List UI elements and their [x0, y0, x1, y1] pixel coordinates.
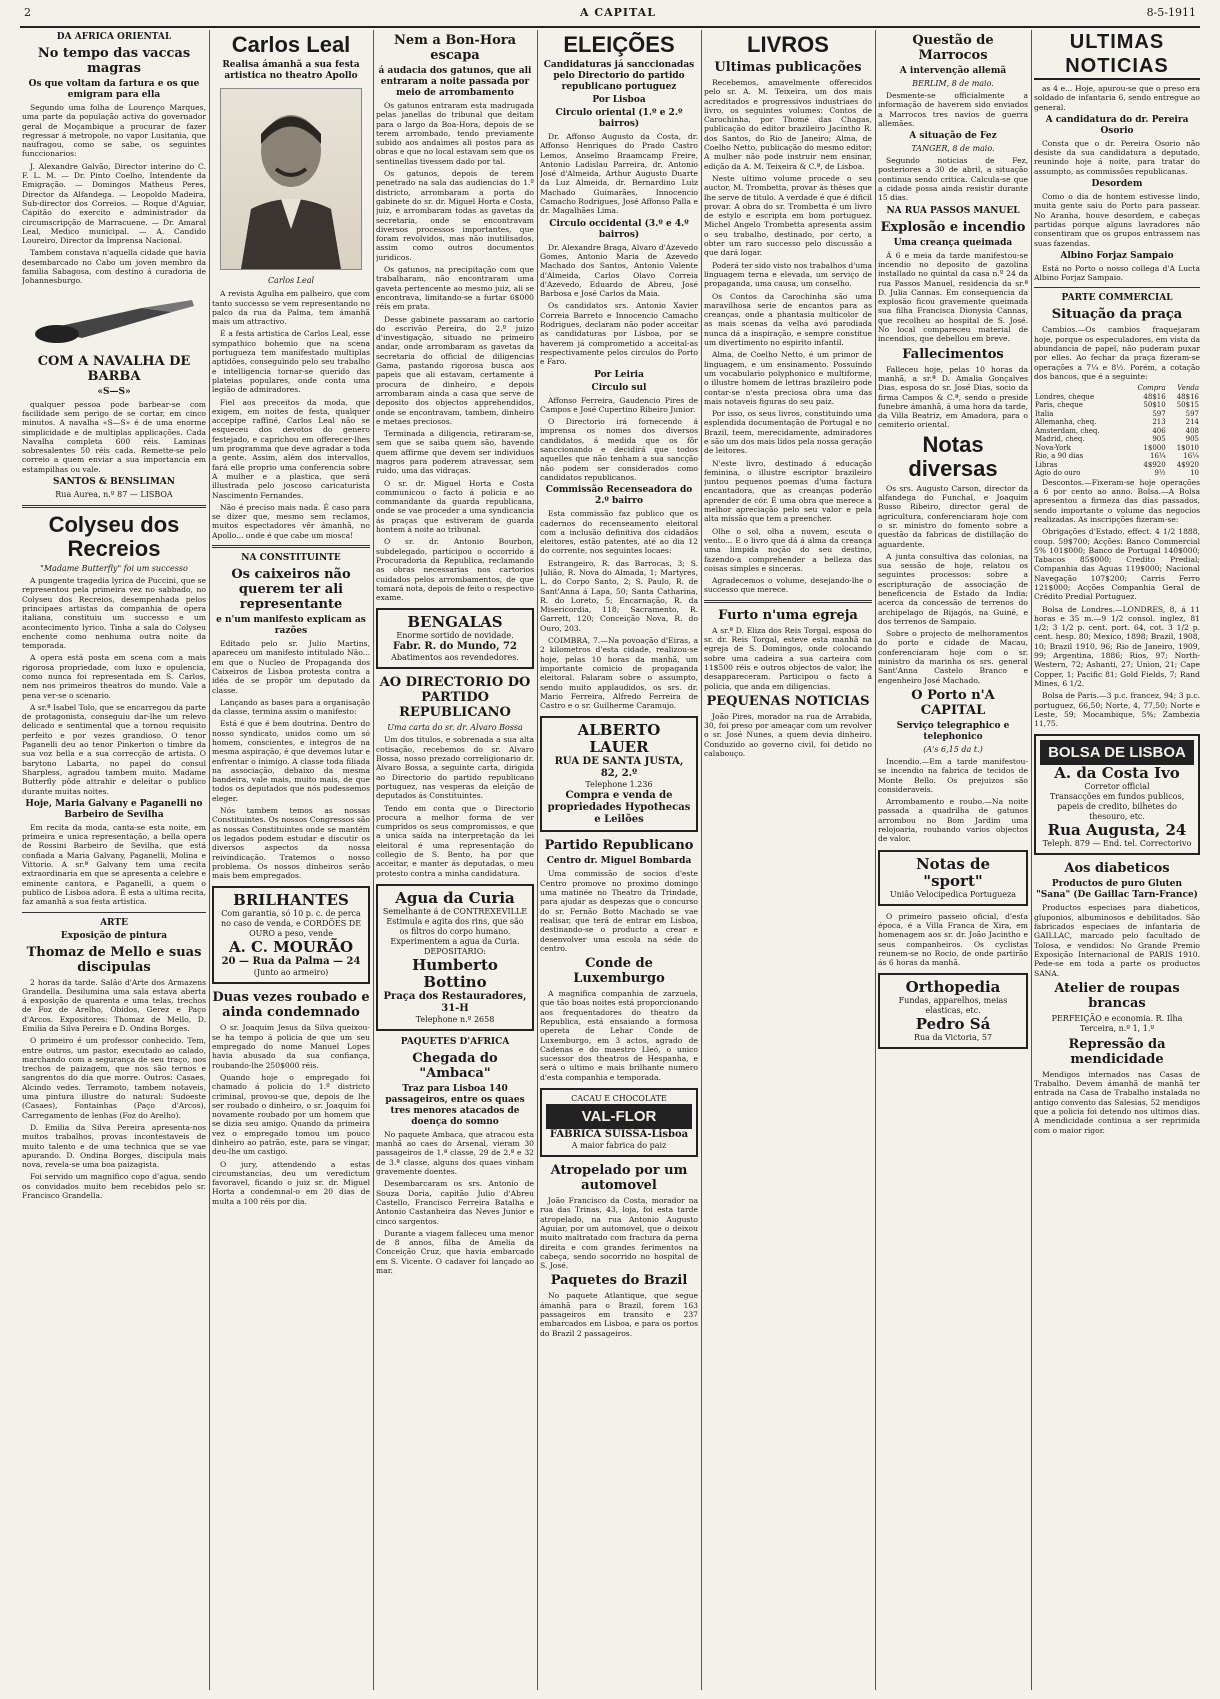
table-cell: 408	[1185, 426, 1199, 435]
article-paragraph: Sobre o projecto de melhoramentos do porto e cidade de Macau, conferenciaram hoje com o sr. ministro da marinha os srs. general Sant'Anna Castelo Branco e engenheiro José Machado.	[878, 629, 1028, 685]
ad-text: Transacções em fundos publicos, papeis de credito, bilhetes do thesouro, etc.	[1049, 792, 1185, 822]
ad-label: DEPOSITARIO:	[424, 946, 486, 956]
district-heading: Por Lisboa	[592, 95, 646, 105]
exchange-rates-body	[1034, 393, 1200, 478]
article-paragraph: Falleceu hoje, pelas 10 horas da manhã, a sr.ª D. Amalia Gonçalves Dias, esposa do sr. José Dias, socio da firma Campos & C.ª, sendo o preside funebre ámanhã, á uma hora da tarde, da Villa Beatriz, em Amadora, para o cemiterio oriental.	[878, 364, 1028, 430]
article-paragraph: Olhe o sol, olha a nuvem, escuta o vento... E o livro que dá á alma da creança uma limpida noção do seu destino, fazendo-a comprehender a belleza das coisas simples e sinceras.	[704, 526, 872, 573]
section-label: PARTE COMMERCIAL	[1061, 293, 1173, 304]
dateline: BERLIM, 8 de maio.	[912, 79, 994, 88]
column-3	[376, 30, 534, 1690]
article-paragraph: Editado pelo sr. Julio Martins, apareceu um manifesto intitulado Não... em que o Nucleo de Propaganda dos Caixeiros de Lisboa protesta contra a idéa de se propôr um deputado da classe.	[212, 639, 370, 695]
article-paragraph: Como o dia de hontem estivesse lindo, muita gente saiu do Porto para passear. No Aranha, houve desordem, e cabeças partidas porque alguns lavradores não consentiram que os grupos entrassem nas suas fazendas.	[1034, 192, 1200, 248]
ad-text: FABRICA SUISSA-Lisboa	[549, 1129, 689, 1141]
article-paragraph: Em recita da moda, canta-se esta noite, em primeira e unica representação, a bella opera de Rossini Barbeiro de Sevilha, que está confiada a Maria Galvany, Paganelli, Molina e Vittorio. A sr.ª Galvany tem uma recita extraordinaria em que se apresenta a celebre e eminente cantora, e Paganelli, a quem o publico de Lisboa adora. É esta a ultima recita, faz amanhã a sua festa artistica.	[22, 822, 206, 907]
column-rule	[209, 30, 210, 1690]
circle-heading: Circulo sul	[591, 382, 647, 393]
article-headline: Chegada do "Ambaca"	[412, 1050, 498, 1081]
table-header-cell: Compra	[1137, 384, 1166, 393]
ad-text: qualquer pessoa pode barbear-se com facilidade sem perigo de se cortar, em cinco minutos. A navalha «S—S» é de uma enorme simplicidade e de multiplas applicações. Cada Navalha completa 600 réis. Laminas sobresalentes 50 réis cada. Remette-se pelo correio a quem enviar a sua importancia em estampilhas ou vale.	[22, 399, 206, 474]
article-headline: LIVROS	[747, 32, 829, 57]
table-row	[1034, 444, 1200, 453]
divider	[22, 505, 206, 508]
table-cell: 10	[1190, 469, 1199, 478]
exchange-rates-table	[1034, 384, 1200, 478]
article-paragraph: Tambem constava n'aquella cidade que havia desembarcado no Cabo um joven membro da familia Sabagosa, com destino á curadoria de Johannesburgo.	[22, 248, 206, 286]
article-headline: Atropelado por um automovel	[550, 1163, 688, 1194]
candidates-list: Affonso Ferreira, Gaudencio Pires de Campos e José Cupertino Ribeiro Junior.	[540, 395, 698, 414]
article-paragraph: Alma, de Coelho Netto, é um primor de linguagem, e um ensinamento. Possuindo um vocabulario polyphonico e multiforme, o illustre homem de lettras brazileiro pode contar-se n'esta preciosa obra uma das mais notaveis figuras do seu paiz.	[704, 350, 872, 406]
article-headline: Repressão da mendicidade	[1068, 1036, 1166, 1067]
razor-illustration	[22, 290, 206, 350]
ad-text: Com garantia, só 10 p. c. de perca no caso de venda, e CORDÕES DE OURO a peso, vende	[220, 909, 362, 939]
table-cell: 48$16	[1176, 392, 1199, 401]
orthopedics-advertisement	[878, 973, 1028, 1049]
article-paragraph: Segundo noticias de Fez, posteriores a 30 de abril, a situação continua sendo critica. Calcula-se que a cidade possa ainda resistir durante 15 dias.	[878, 156, 1028, 203]
table-cell: 4$920	[1143, 460, 1166, 469]
column-rule	[875, 30, 876, 1690]
article-paragraph: Obrigações d'Estado, effect. 4 1/2 1888, coup. 59$700; Acções: Banco Commercial 5% 101$000; Banco de Portugal 140$000; Tabacos 85$000; Credito Predial; Companhia das Aguas 119$000; Nacional Navegação 107$200; Carris Ferro 121$000; Acções Companhia Geral de Crédito Predial Portuguez.	[1034, 527, 1200, 602]
page-number: 2	[24, 6, 31, 19]
table-row	[1034, 393, 1200, 402]
article-headline: Furto n'uma egreja	[718, 607, 858, 623]
article-subheadline: Uma creança queimada	[893, 237, 1013, 248]
ad-headline: Agua da Curia	[395, 888, 515, 907]
table-row	[1034, 435, 1200, 444]
article-paragraph: Recebemos, amavelmente offerecidos pelo sr. A. M. Teixeira, um dos mais acreditados e progressivos industriaes do livro, os seguintes volumes: Contos de Carochinha, por Thomé das Chagas, publicação do editor brazileiro Jacintho R. dos Santos, do Rio de Janeiro; Alma, de Coelho Netto, publicação do mesmo editor; A mulher não pode instruir nem ensinar, edição da A. M. Teixeira & C.ª, de Lisboa.	[704, 78, 872, 171]
article-paragraph: Descontos.—Fixeram-se hoje operações a 6 por cento ao anno. Bolsa.—A Bolsa apresentou a firmeza das dias passados, sendo importante o volume das negocios realizadas. As inscripções fizeram-se:	[1034, 477, 1200, 524]
article-headline: Duas vezes roubado e ainda condemnado	[212, 990, 370, 1021]
article-paragraph: Desse gabinete passaram ao cartorio do escrivão Pereira, do 2.º juizo d'investigação, situado no primeiro andar, onde arrombaram as gavetas da secretaria do official de diligencias Gama, pastando rigorosa busca aos papeis que ali estavam, certamente á procura de dinheiro, e depois arrombaram ainda a casa que serve de deposito dos objectos apprehendidos, onde se encontravam, tambem, dinheiro e metaes preciosos.	[376, 314, 534, 426]
article-paragraph: Uma commissão de socios d'este Centro promove no proximo domingo uma matinée no Theatro da Trindade, para ajudar as despezas que o concurso do sr. Fernão Botto Machado se vae realisar, que terá de entrar em Lisboa, destinando-se o producto a crear e desenvolver uma escola na séde do centro.	[540, 869, 698, 953]
ad-headline: BENGALAS	[407, 613, 503, 632]
article-paragraph: Desembarcaram os srs. Antonio de Souza Doria, capitão Julio d'Abreu Castello, Francisco Ferreira Batalha e Antonio Castanheira das Neves Junior e cinco sargentos.	[376, 1179, 534, 1226]
jewellery-advertisement	[212, 886, 370, 984]
table-row	[1034, 461, 1200, 470]
table-cell: 1$010	[1176, 443, 1199, 452]
article-paragraph: O primeiro passeio oficial, d'esta época, é a Villa Franca de Xira, em homenagem aos sr. dr. João Jacintho e seus companheiros. Os cyclistas reunem-se no Rocio, de onde partirão ás 6 horas da manhã.	[878, 911, 1028, 968]
table-header-row	[1034, 384, 1200, 393]
article-headline: Colyseu dos Recreios	[48, 512, 180, 562]
article-subheadline: A intervenção allemã	[899, 66, 1007, 76]
mineral-water-advertisement	[376, 884, 534, 1031]
ad-address: Rua Aurea, n.º 87 — LISBOA	[55, 490, 173, 500]
ad-shop-name: A. da Costa Ivo	[1054, 764, 1180, 783]
ad-shop-name: Humberto Bottino	[412, 955, 498, 991]
article-paragraph: No paquete Ambaca, que atracou esta manhã ao caes do Arsenal, vieram 30 passageiros de 1.ª classe, 29 de 2.ª e 32 de 3.ª classe, alguns dos quaes vinham gravemente doentes.	[376, 1129, 534, 1177]
article-headline: ELEIÇÕES	[563, 32, 675, 57]
table-row	[1034, 410, 1200, 419]
table-header-cell: Venda	[1177, 384, 1199, 393]
ad-telephone: Telephone 1.236	[585, 780, 653, 790]
article-paragraph: Segundo uma folha de Lourenço Marques, uma parte da população activa do governador geral de Moçambique a procurar de fazer regressar á metropole, no vapor Lusitania, que naufragou, como se sabe, os seguintes funccionarios:	[22, 103, 206, 159]
section-label: PAQUETES D'AFRICA	[400, 1036, 510, 1047]
ad-text: Productos especiaes para diabeticos, gluponios, albuminosos e debilitados. São fabricados especiaes de infantaria de GAILLAC, marcado pelo facultado de Tolosa, e vendidos: No Grande Premio Exposição Internacional de PARIS 1910. Pede-se em toda a parte os productos SANA.	[1034, 903, 1200, 978]
article-subheadline: Hoje, Maria Galvany e Paganelli no Barbeiro de Sevilha	[25, 798, 203, 820]
column-5	[704, 30, 872, 1690]
article-headline: Paquetes do Brazil	[550, 1273, 688, 1289]
article-paragraph: Bolsa de Londres.—LONDRES, 8, á 11 horas e 35 m.—9 1/2 consol. inglez, 81 1/2; 3 1/2 p. cent. port. 64, cot. 3 1/2 p. cent. hesp. 80; Mexico, 1898; Brazil, 1908, 10; Brazil 1910, 96; Rio de Janeiro, 1909, 99; Argentina, 1886; Rios, 97; North-Western, 72; Ashanti, 27; Union, 21; Cape Copper, 1; Pacific 81; Gold Fields, 7; Rand Mines, 6 1/2.	[1034, 604, 1200, 688]
article-subheadline: União Velocipedica Portugueza	[889, 889, 1017, 899]
article-headline: AO DIRECTORIO DO PARTIDO REPUBLICANO	[379, 675, 531, 721]
article-paragraph: É a festa artistica de Carlos Leal, esse sympathico bohemio que na scena portugueza tem manifestado multiplas aptidões, conseguindo pelo seu trabalho e intelligencia tornar-se querido das plateias populares, onde conta uma legião de admiradores.	[212, 329, 370, 395]
article-paragraph: Desmente-se officialmente a informação de haverem sido enviados a Marrocos tres navios de guerra allemães.	[878, 91, 1028, 128]
ad-address: Fabr. R. do Mundo, 72	[393, 641, 517, 653]
table-cell: Italia	[1035, 409, 1054, 418]
article-headline: Situação da praça	[1051, 307, 1183, 323]
column-1	[22, 30, 206, 1690]
article-paragraph: Agradecemos o volume, desejando-lhe o successo que merece.	[704, 576, 872, 595]
article-subheadline: Uma carta do sr. dr. Alvaro Bossa	[387, 723, 523, 733]
article-paragraph: COIMBRA, 7.—Na povoação d'Eiras, a 2 kilometros d'esta cidade, realizou-se hoje, pelas 10 horas da manhã, um importante comicio de propaganda eleitoral. Falaram sobre o assumpto, sendo muito applaudidos, os srs. dr. Mario Ferreira, Alfredo Ferreira de Castro e o sr. Guilherme Caramujo.	[540, 636, 698, 711]
table-cell: 905	[1185, 435, 1199, 444]
ad-note: (Junto ao armeiro)	[253, 968, 329, 978]
table-row	[1034, 401, 1200, 410]
article-paragraph: Um dos titulos, e sobrenada a sua alta cotisação, recebemos do sr. Alvaro Bossa, nosso prezado correligionario dr. Alvaro Bossa, a seguinte carta, dirigida ao Directorio do partido republicano portuguez, nas vesperas da eleição de deputados ás Constituintes.	[376, 735, 534, 801]
ad-telephone: Telephone n.º 2658	[415, 1014, 495, 1024]
article-subheadline: Centro dr. Miguel Bombarda	[546, 856, 692, 867]
canes-advertisement	[376, 608, 534, 669]
property-advertisement	[540, 716, 698, 832]
table-cell: Nova-York	[1035, 443, 1071, 452]
article-headline: Notas de "sport"	[915, 854, 991, 890]
article-paragraph: Bolsa de Paris.—3 p.c. francez, 94; 3 p.c. portuguez, 66,50; Norte, 4, 77,50; Norte e Leste, 59; Mocambique, 5%; Zambezia 11,75.	[1034, 691, 1200, 729]
ad-shop-name: Pedro Sá	[915, 1015, 991, 1034]
article-paragraph: A opera está posta em scena com a mais rigorosa propriedade, com luxo e opulencia, como nunca foi representada em S. Carlos, nem nos primeiros theatros do mundo. Vale a pena ver-se o scenario.	[22, 653, 206, 700]
article-paragraph: Foi servido um magnifico copo d'agua, sendo os convidados muito bem recebidos pelo sr. Francisco Grandella.	[22, 1172, 206, 1201]
issue-date: 8-5-1911	[1146, 6, 1196, 19]
article-paragraph: A pungente tragedia lyrica de Puccini, que se representou pela primeira vez no sabbado, no Colyseu dos Recreios, desempenhada pelos principaes artistas da companhia de opera italiana, constituiu um successo e um acontecimento lyrico. Tinha a sala do Colyseu enchente como nenhuma outra noite da temporada.	[22, 576, 206, 651]
portrait-illustration	[220, 88, 362, 270]
candidates-list: Dr. Affonso Augusto da Costa, dr. Affonso Henriques do Prado Castro Lemos, Anselmo Braamcamp Freire, Antonio Ladislau Parreira, dr. Antonio José d'Almeida, Arthur Augusto Duarte da Luz Almeida, dr. Bernardino Luiz Machado Guimarães, Innocencio Camacho Rodrigues, José Affonso Palla e dr. Magalhães Lima.	[540, 132, 698, 216]
circle-heading: Circulo occidental (3.º e 4.º bairros)	[549, 218, 689, 240]
ad-subheadline: Productos de puro Gluten "Sana" (De Gaillac Tarn-France)	[1036, 879, 1198, 901]
table-row	[1034, 427, 1200, 436]
article-paragraph: Os srs. Augusto Carson, director da alfandega do Funchal, e Joaquim Russo Ribeiro, director geral de agricultura, conferenciaram hoje com o sr. ministro do fomento sobre a questão da fabricas de distillação do aguardente.	[878, 483, 1028, 549]
ad-text: Abatimentos aos revendedores.	[391, 653, 519, 663]
article-paragraph: Incendio.—Em a tarde manifestou-se incendio na fabrica de tecidos de Monte Bello. Os prejuizos são consideraveis.	[878, 756, 1028, 794]
table-cell: 4$920	[1176, 460, 1199, 469]
article-paragraph: Nós tambem temos as nossas Constituintes. Os nossos Congressos são as nossas Constituintes onde se mantém os legados podem estudar e discutir os diversos aspectos da nossa reivindicação. Tratemos o nosso problema. Os nossos dinheiros serão mais bem empregados.	[212, 806, 370, 881]
ad-address: 20 — Rua da Palma — 24	[221, 956, 361, 968]
article-paragraph: O Directorio irá fornecendo á imprensa os nomes dos diversos candidatos, á medida que os fôr sanccionando e decidirá que todos aquelles que não tenham a sua sancção não podem ser considerados como candidatos republicanos.	[540, 417, 698, 482]
article-paragraph: Terminada a diligencia, retiraram-se, sem que se saiba quem são, havendo quem affirme que devem ser individuos magros para poderem atravessar, sem ruido, uma das vidraças.	[376, 429, 534, 476]
chocolate-advertisement	[540, 1088, 698, 1157]
candidates-list: Dr. Alexandre Braga, Alvaro d'Azevedo Gomes, Antonio Maria de Azevedo Machado dos Santos, Antonio Valente d'Almeida, Carlos Olavo Correia d'Azevedo, Eduardo de Abreu, José Barbosa e José Carlos da Maia.	[540, 242, 698, 299]
article-headline: No tempo das vaccas magras	[37, 46, 191, 76]
table-cell: 9½	[1154, 469, 1166, 478]
divider	[704, 600, 872, 603]
table-row	[1034, 469, 1200, 478]
article-headline: Nem a Bon-Hora escapa	[393, 33, 517, 63]
article-paragraph: A junta consultiva das colonias, na sua sessão de hoje, relatou os seguintes processos: sobre a escripturação de associação de beneficencia de Estado da India; acerca da concessão de terrenos do archipelago de Bijagós, na Guiné, e dos terrenos de Sampaio.	[878, 551, 1028, 626]
ad-address: Rua Augusta, 24	[1047, 821, 1187, 840]
ad-telephone: Teleph. 879 — End. tel. Correctorivo	[1042, 839, 1192, 849]
article-paragraph: Neste ultimo volume procede o seu auctor, M. Trombetta, provar ás thèses que lhe serve de titulo. A verdade é que é dificil provar. A obra do sr. Trombetta é um livro de estylo e escripta em bom portuguez. Michel Angelo Trombetta apresenta assim o seu trabalho, destinado, por certo, a obter um raro successo pelo discussão a que dará logar.	[704, 173, 872, 258]
ad-shop-name: A. C. MOURÃO	[228, 938, 354, 957]
article-paragraph: Quando hoje o empregado foi chamado á policia do 1.º districto criminal, provou-se que, depois de lhe ser roubado o dinheiro, o sr. Joaquim foi novamente roubado por um homem que se dizia seu amigo. Quando da primeira vez o empregado tomou um pouco dinheiro ao patrão, este, para se vingar, deu-lhe um castigo.	[212, 1072, 370, 1157]
article-subheadline: Os que voltam da fartura e os que emigram para ella	[28, 79, 200, 100]
article-paragraph: Está é que é bem doutrina. Dentro do nosso syndicato, unidos como um só homem, conscientes, e integros de na mesma aspiração, é que devemos lutar e enfrentar o inimigo. A classe toda filiada na associação, debaixo da mesma bandeira, vale mais, muito mais, de que todos os deputados que nós podessemos eleger.	[212, 719, 370, 803]
article-headline: Notas diversas	[908, 431, 998, 481]
article-headline: Partido Republicano	[544, 838, 694, 854]
officials-list: J. Alexandre Galvão, Director interino do C. F. L. M. — Dr. Pinto Coelho, Intendente da Emigração. — Domingos Matheus Peres, Director da Alfandega. — Leopoldo Madeira, Sub-director dos Correios. — Roque d'Aguiar, Capitão do exercito e administrador da circumscripção de Marracuene. — Dr. Amaral Leal, Medico municipal. — A. Candido Loureiro, Director da Imprensa Nacional.	[22, 161, 206, 246]
article-paragraph: D. Emilia da Silva Pereira apresenta-nos muitos trabalhos, provas incontestaveis de muito talento e de uma technica que se vae apurando. D. Ondina Borges, discipula mais nova, revela-se uma boa paizagista.	[22, 1122, 206, 1170]
article-paragraph: Lançando as bases para a organisação da classe, termina assim o manifesto:	[212, 697, 370, 717]
article-subheadline: "Madame Butterfly" foi um successo	[40, 564, 188, 574]
table-cell: 50$10	[1143, 401, 1166, 410]
article-subheadline: á audacia dos gatunos, que ali entraram a noite passada por meio de arrombamento	[378, 66, 532, 98]
article-paragraph: O sr. dr. Miguel Horta e Costa communicou o facto á policia e ao commandante da guarda republicana, onde se vae proceder a uma syndicancia ás praças que estiveram de guarda hontem á noite ao tribunal.	[376, 478, 534, 535]
article-paragraph: A sr.ª D. Eliza dos Reis Torgal, esposa do sr. dr. Reis Torgal, esteve esta manhã na egreja de S. Domingos, onde colocando sobre uma cadeira a sua carteira com 11$500 réis e outros objectos de valor, lhe desappareceram. Participou o facto á policia, que anda em diligencias.	[704, 625, 872, 691]
table-cell: 16¼	[1150, 452, 1166, 461]
article-paragraph: A magnifica companhia de zarzuela, que tão boas noites está proporcionando aos frequentadores do theatro da Republica, está ensaiando a formosa opereta de Lehar Conde de Luxemburgo, em 3 actos, agrado de Cadenas e do maestro Lleó, o unico sucessor dos theatros de Hespanha, e será o ultimo e mais brilhante numero d'esta companhia e temporada.	[540, 989, 698, 1082]
divider	[1034, 287, 1200, 288]
article-headline: Questão de Marrocos	[912, 33, 994, 63]
section-banner-headline: ULTIMAS NOTICIAS	[1034, 30, 1200, 80]
ad-shop-name: ALBERTO LAUER	[577, 721, 661, 757]
article-headline: O Porto n'A CAPITAL	[911, 687, 995, 718]
table-cell: Rio, a 90 dias	[1035, 452, 1084, 461]
table-cell: 597	[1185, 409, 1199, 418]
article-paragraph: O jury, attendendo a estas circumstancias, deu um veredictum favoravel, ficando o juiz sr. dr. Miguel Horta a condemnal-o em 20 dias de multa a 100 réis por dia.	[212, 1159, 370, 1206]
ad-headline: Aos diabeticos	[1064, 861, 1170, 877]
ad-text: A maior fabrica do paiz	[571, 1141, 667, 1151]
article-paragraph: João Pires, morador na rua de Arrabida, 30, foi preso por ameaçar com um revolver o sr. José Nunes, a quem devia dinheiro. Conduzido ao governo civil, foi detido no calabouço.	[704, 711, 872, 758]
sport-notes-box	[878, 850, 1028, 906]
article-paragraph: Poderá ter sido visto nos trabalhos d'uma linguagem terna e elevada, um serviço de propaganda, uma causa, um conselho.	[704, 260, 872, 289]
table-cell: Paris, cheque	[1035, 401, 1083, 410]
table-cell: 597	[1152, 409, 1166, 418]
article-headline: Carlos Leal	[231, 32, 351, 57]
article-headline: Os caixeiros não querem ter ali representante	[231, 567, 351, 613]
divider	[212, 545, 370, 548]
article-paragraph: Os gatunos entraram esta madrugada pelas janellas do tribunal que deitam para o largo da Boa-Hora, depois de se terem arrombado, tendo previamente subido aos andaimes ali postos para as obras e que no local estavam sem que os sentinellas tivessem dado por tal.	[376, 101, 534, 166]
article-paragraph: Os gatunos, na precipitação com que trabalharam, não encontraram uma gaveta pertencente ao mesmo juiz, ali se encontrava, limitando-se a furtar 6$000 réis em prata.	[376, 265, 534, 312]
ad-label: CACAU E CHOCOLATE	[571, 1094, 667, 1104]
ad-text: Fundas, apparelhos, meias elasticas, etc.	[898, 996, 1008, 1016]
ad-brand: VAL-FLOR	[546, 1104, 692, 1129]
article-paragraph: Mendigos internados nas Casas de Trabalho. Devem ámanhã de manhã ter entrada na Casa de Trabalho instalada no antigo convento das Salesias, 52 mendigos que a policia foi detendo nos ultimos dias. A mendicidade continua a ser reprimida com o maior rigor.	[1034, 1069, 1200, 1135]
table-row	[1034, 452, 1200, 461]
ad-text: Estimula e agita dos rins, que são os filtros do corpo humano. Experimentem a agua da Curia.	[386, 916, 524, 946]
article-headline: A situação de Fez	[909, 131, 997, 142]
district-heading: Por Leiria	[594, 369, 644, 380]
article-paragraph: Fiel aos preceitos da moda, que exigem, em noites de festa, qualquer accepipe raffiné, Carlos Leal não se esqueceu dos devotos do genero festejado, e caprichou em offerecer-lhes um programma que deve agradar a toda a gente. Assim, além dos intervallos, fará elle proprio uma conferencia sobre A mulher e a plastica, que será illustrada pelo joscoso caricaturista Nascimento Fernandes.	[212, 397, 370, 500]
divider	[22, 912, 206, 913]
table-cell: 406	[1152, 426, 1166, 435]
table-row	[1034, 418, 1200, 427]
article-paragraph: Os candidatos srs. Antonio Xavier Correia Barreto e Innocencio Camacho Rodrigues, declaram não poder acceitar as candidaturas por Lisboa, por se haverem já comprometido a acceital-as respectivamente pelos circulos do Porto e Faro.	[540, 301, 698, 367]
article-headline: Desordem	[1091, 179, 1143, 190]
column-rule	[373, 30, 374, 1690]
article-paragraph: Arrombamento e roubo.—Na noite passada a quadrilha de gatunos arrombou no Bom Jardim uma relojoaria, roubando varios objectos de valor.	[878, 797, 1028, 844]
table-cell: Allemanha, cheq.	[1035, 418, 1097, 427]
column-4	[540, 30, 698, 1690]
article-paragraph: No paquete Atlantique, que segue ámanhã para o Brazil, forem 163 passageiros em transito e 237 embarcados em Lisboa, e para os portos do Brazil 2 passageiros.	[540, 1291, 698, 1338]
article-paragraph: A revista Agulha em palheiro, que com tanto successo se vem representando no palco da rua da Palma, tem ámanhã mais um attractivo.	[212, 289, 370, 327]
article-paragraph: O primeiro é um professor conhecido. Tem, entre outros, um pastor, executado ao calado, marchando com a segurança de seu traço, nos trechos de paizagem, que nos são ternos e sangrentos do dia que morre. Outros: Casaes, Alcindo vedes. Terramoto, tambem notaveis, uma pintura illustre do natural: Sudoeste (Casaes), Fontainhas (Paço d'Arcos), Carregamento de lenhas (Foz do Arelho).	[22, 1036, 206, 1120]
ad-shop-name: SANTOS & BENSLIMAN	[52, 477, 176, 488]
article-subheadline: Candidaturas já sanccionadas pelo Directorio do partido republicano portuguez	[543, 60, 695, 92]
article-paragraph: Cambios.—Os cambios fraquejaram hoje, porque os especuladores, em vista da abundancia de papel, não puderam puxar por elles. Ao fechar da praça fizeram-se operações a 7¼ e 8½. Porém, a cotação dos bancos, que é a seguinte:	[1034, 325, 1200, 381]
ad-address: Rua da Victoria, 57	[913, 1033, 993, 1043]
ad-text: PERFEIÇÃO e economia. R. Ilha Terceira, n.º 1, 1.º	[1051, 1013, 1183, 1033]
table-cell: Libras	[1035, 460, 1058, 469]
article-headline: Commissão Recenseadora do 2.º bairro	[545, 485, 693, 507]
ad-address: Praça dos Restauradores, 31-H	[383, 990, 527, 1014]
article-paragraph: Por isso, os seus livros, constituindo uma esplendida documentação de Portugal e no Brazil, teem, merecidamente, admiradores e são um dos mais lidos pela nossa geração de leitores.	[704, 409, 872, 456]
table-cell: 16¼	[1183, 452, 1199, 461]
table-cell: 1$000	[1143, 443, 1166, 452]
section-label: NA RUA PASSOS MANUEL	[886, 205, 1020, 216]
column-2	[212, 30, 370, 1690]
table-cell: Madrid, cheq.	[1035, 435, 1085, 444]
article-subheadline: Traz para Lisboa 140 passageiros, entre os quaes tres menores atacados de doença do somno	[385, 1083, 525, 1127]
ad-headline: Orthopedia	[905, 978, 1001, 997]
ad-brand: «S—S»	[97, 386, 131, 397]
column-7	[1034, 30, 1200, 1690]
article-paragraph: Não é preciso mais nada. É caso para se dizer que, mesmo sem reclamos, muitos espectadores vêr ámanhã, no Apollo... onde é que cabe um mosca!	[212, 502, 370, 540]
article-paragraph: Tendo em conta que o Directorio procura a melhor forma de ver cumpridos os seus compromissos, e que a unica saída na interpretação da lei eleitoral é uma representação do collegio de S. Bento, ha por que acceitar, e manter ás deputadas, o meu protesto contra a minha candidatura.	[376, 803, 534, 878]
table-cell: 214	[1185, 418, 1199, 427]
article-headline: Fallecimentos	[902, 346, 1004, 362]
ad-role: Corretor official	[1084, 782, 1150, 792]
article-paragraph: Estrangeiro, R. das Barrocas, 3; S. Julião, R. Nova do Almada, 1; Martyres, L. do Corpo Santo, 2; S. Paulo, R. de Sant'Anna á Lapa, 50; Santa Catharina, R. do Loreto, 5; Encarnação, R. da Misericordia, 118; Sacramento, R. Garrett, 120; Conceição Nova, R. do Ouro, 203.	[540, 558, 698, 633]
article-headline: Albino Forjaz Sampaio	[1060, 250, 1174, 261]
ad-headline: Atelier de roupas brancas	[1054, 980, 1180, 1011]
article-subheadline: Serviço telegraphico e telephonico	[896, 720, 1010, 742]
ad-headline: BOLSA DE LISBOA	[1040, 740, 1194, 765]
article-paragraph: Está no Porto o nosso collega d'A Lucta Albino Forjaz Sampaio.	[1034, 263, 1200, 283]
section-label: ARTE	[100, 917, 128, 928]
article-paragraph: A sr.ª Isabel Tolo, que se encarregou da parte de protagonista, conseguiu dar-lhe um relevo delicado e sentimental que a tornou requisito perfeito e por vezes grandioso. O tenor Paganelli deu ao tenor Pinkerton o timbre da sua voz bella e a sua correcção de artista. O barytono Labarta, no papel do consul Sharpless, agradou tambem muito. Madame Butterfly pôde attrahir e deleitar o publico durante muitas noites.	[22, 702, 206, 796]
table-cell: Londres, cheque	[1035, 392, 1095, 401]
article-headline: Explosão e incendio	[880, 219, 1026, 235]
ad-address: RUA DE SANTA JUSTA, 82, 2.º	[554, 756, 684, 780]
article-headline: Exposição de pintura	[60, 930, 168, 941]
ad-headline: COM A NAVALHA DE BARBA	[37, 353, 191, 384]
masthead: A CAPITAL	[580, 6, 656, 19]
article-headline: A candidatura do dr. Pereira Osorio	[1045, 114, 1189, 136]
ad-headline: BRILHANTES	[233, 891, 349, 910]
article-paragraph: João Francisco da Costa, morador na rua das Trinas, 43, loja, foi esta tarde atropelado, na rua Antonio Augusto Aguiar, por um automovel, que o deixou muito maltratado com fractura da perna direita e com grandes ferimentos na cabeça, sendo socorrido no hospital de S. José.	[540, 1196, 698, 1271]
table-cell: 50$15	[1176, 401, 1199, 410]
article-paragraph: 2 horas da tarde. Salão d'Arte dos Armazens Grandella. Desilumina uma sala estava aberta á exposição de quarenta e uma telas, trechos de Foz de Arelho, Obidos, Gerez e Paço d'Arcos. Expositores: Thomaz de Mello, D. Emilia da Silva Pereira e D. Ondina Borges.	[22, 977, 206, 1033]
article-paragraph: Esta commissão faz publico que os cadernos do recenseamento eleitoral com a inclusão definitiva dos cidadãos eleitores, estão patentes, até ao dia 12 do corrente, nos seguintes locaes:	[540, 509, 698, 556]
column-6	[878, 30, 1028, 1690]
article-paragraph: Consta que o dr. Pereira Osorio não desiste da sua candidatura a deputado, reunindo hoje á noite, para tratar do assumpto, as commissões republicanas.	[1034, 138, 1200, 176]
article-paragraph: Durante a viagem falleceu uma menor de 8 annos, filha de Amelia da Conceição Cruz, que havia embarcado em S. Vicente. O cadaver foi lançado ao mar.	[376, 1228, 534, 1276]
section-label: DA AFRICA ORIENTAL	[56, 32, 172, 42]
dateline: TANGER, 8 de maio.	[911, 144, 995, 154]
article-paragraph: Os gatunos, depois de terem penetrado na sala das audiencias do 1.º districto, arrombaram a porta do gabinete do sr. dr. Miguel Horta e Costa, juiz, e arrombaram todas as gavetas da secretaria, onde se encontravam diversos processos importantes, que foram revolvidos, mas não inutilisados, assim como outros documentos juridicos.	[376, 169, 534, 262]
column-rule	[1031, 30, 1032, 1690]
article-headline: Conde de Luxemburgo	[573, 956, 665, 987]
stockbroker-advertisement	[1034, 734, 1200, 855]
circle-heading: Circulo oriental (1.º e 2.º bairros)	[555, 108, 683, 129]
article-paragraph: Á 6 e meia da tarde manifestou-se incendio no deposito de gazolina installado no quintal da casa n.º 24 da rua Passos Manuel, residencia da sr.ª D. Julia Cannas. Em consequencia da explosão ficou gravemente queimada sua filha Francisca Dionysia Cannas, que recolheu ao hospital de S. José. No local compareceu material de incendios, que debellou em breve.	[878, 250, 1028, 344]
article-paragraph: O sr. Joaquim Jesus da Silva queixou-se ha tempo á policia de que um seu empregado do nome Manuel Lopes havia abusado da sua confiança, roubando-lhe 250$000 réis.	[212, 1023, 370, 1070]
article-paragraph: O sr. dr. Antonio Bourbon, subdelegado, participou o occorrido á Procuradoria da Republica, reclamando as obras necessarias nos cartorios cuidados pelos arrombamentos, de que tomará nota, depois de feito o respectivo exame.	[376, 537, 534, 603]
article-paragraph: as 4 e... Hoje, apurou-se que o preso era soldado de infantaria 6, sendo entregue ao general.	[1034, 84, 1200, 112]
portrait-caption: Carlos Leal	[267, 276, 315, 285]
article-headline: PEQUENAS NOTICIAS	[706, 693, 870, 709]
article-subheadline: Ultimas publicações	[714, 60, 862, 75]
ad-subheadline: Semelhante á de CONTREXEVILLE	[382, 906, 528, 916]
dateline: (A's 6,15 da t.)	[923, 744, 983, 754]
page-header	[20, 4, 1200, 28]
ad-text: Compra e venda de propriedades Hypothecas e Leilões	[547, 790, 691, 826]
table-cell: 48$16	[1143, 392, 1166, 401]
article-headline: Thomaz de Mello e suas discipulas	[26, 944, 202, 975]
column-rule	[537, 30, 538, 1690]
table-cell: Amsterdam, cheq.	[1035, 426, 1100, 435]
table-cell: 905	[1152, 435, 1166, 444]
table-cell: Agio do ouro	[1035, 469, 1081, 478]
article-subheadline: Realisa ámanhã a sua festa artistica no theatro Apollo	[222, 60, 360, 81]
article-paragraph: N'este livro, destinado á educação feminina, o illustre escriptor brazileiro juntou pequenos poemas d'uma factura encantadora, que as creanças poderão aprender de cór. É uma obra que merece a melhor apreciação pelo seu valor e pela alta missão que tem a preencher.	[704, 458, 872, 524]
table-header-cell	[1034, 384, 1125, 393]
article-paragraph: Os Contos da Carochinha são uma maravilhosa serie de encantos para as creanças, onde a phantasia multicolor de as mais scenas da velha avó parodiada nunca dá a inspiração, e sempre constitue um divertimento no espirito infantil.	[704, 291, 872, 348]
table-cell: 213	[1152, 418, 1166, 427]
ad-note: Enorme sortido de novidade.	[396, 631, 514, 641]
section-label: NA CONSTITUINTE	[241, 553, 341, 564]
article-subheadline: e n'um manifesto explicam as razões	[216, 615, 366, 637]
column-rule	[701, 30, 702, 1690]
